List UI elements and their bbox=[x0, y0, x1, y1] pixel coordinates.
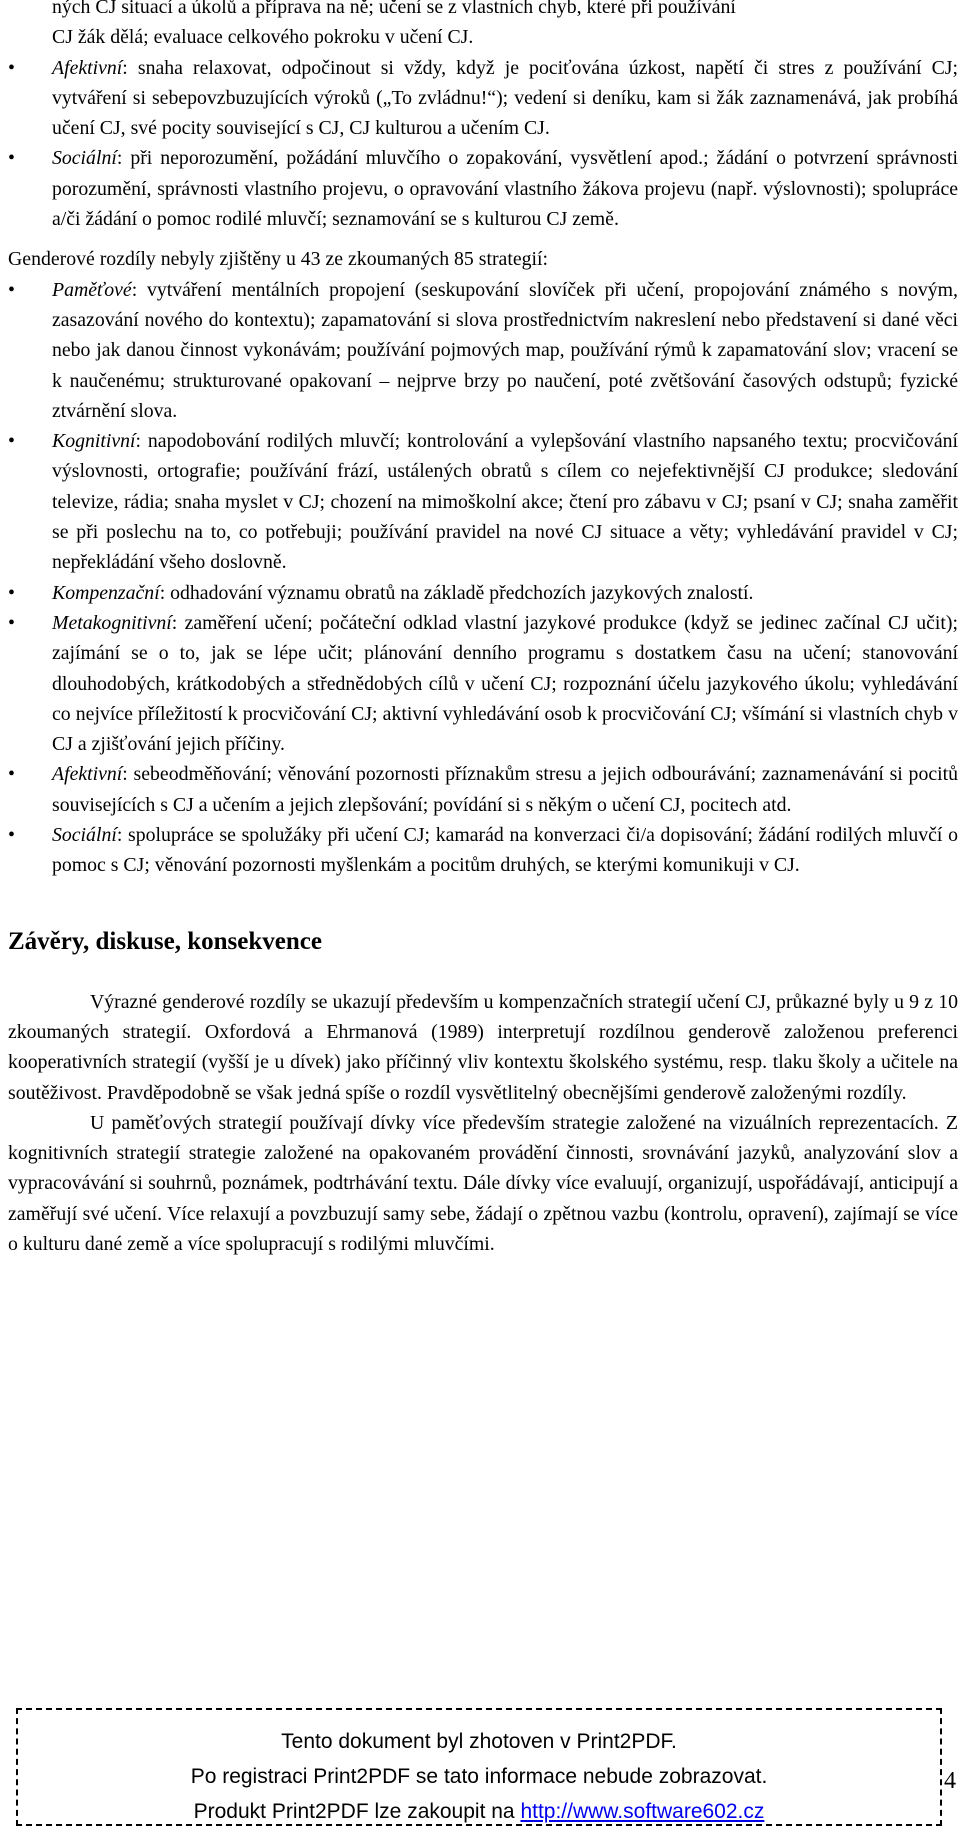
list-item-text: : spolupráce se spolužáky při učení CJ; kamarád na konverzaci či/a dopisování; žádání rodilých mluvčí o pomoc s CJ; věnování pozornosti myšlenkám a pocitům druhých, se kterými komunikuji v CJ. bbox=[52, 824, 958, 877]
list-item bbox=[8, 143, 958, 234]
list-item-text: : snaha relaxovat, odpočinout si vždy, když je pociťována úzkost, napětí či stres z používání CJ; vytváření si sebepovzbuzujících výroků („To zvládnu!“); vedení si deníku, kam si žák zaznamenává, jak probíhá učení CJ, své pocity související s CJ, CJ kulturou a učením CJ. bbox=[52, 56, 958, 140]
list-item bbox=[8, 578, 958, 608]
software602-link[interactable]: http://www.software602.cz bbox=[520, 1800, 765, 1823]
list-item-text: : vytváření mentálních propojení (seskupování slovíček při učení, propojování známého s novým, zasazování nového do kontextu); zapamatování si slova prostřednictvím nakreslení nebo představení si dané věci nebo jak danou činnost vykonávám; používání pojmových map, používání rýmů k zapamatování slov; vracení se k naučenému; strukturované opakovaní – nejprve brzy po naučení, poté zvětšování časových odstupů; fyzické ztvárnění slova. bbox=[52, 278, 958, 422]
list-item-text: : při neporozumění, požádání mluvčího o zopakování, vysvětlení apod.; žádání o potvrzení správnosti porozumění, správnosti vlastního projevu, o opravování vlastního žákova projevu (např. výslovnosti); spolupráce a/či žádání o pomoc rodilé mluvčí; seznamování se s kulturou CJ země. bbox=[52, 147, 958, 231]
category-label: Afektivní bbox=[52, 763, 123, 786]
category-label: Paměťové bbox=[52, 278, 132, 301]
page-number: 4 bbox=[944, 1768, 956, 1794]
bullet-icon: • bbox=[8, 824, 15, 847]
strategy-list-2 bbox=[8, 275, 958, 881]
category-label: Metakognitivní bbox=[52, 611, 172, 634]
bullet-icon: • bbox=[8, 147, 15, 170]
list-item bbox=[8, 426, 958, 577]
strategy-list-1 bbox=[8, 53, 958, 235]
list-item-text: : napodobování rodilých mluvčí; kontrolování a vylepšování vlastního napsaného textu; procvičování výslovnosti, ortografie; používání frází, ustálených obratů s cílem co nejefektivnější CJ produkce; sledování televize, rádia; snaha myslet v CJ; chození na mimoškolní akce; čtení pro zábavu v CJ; psaní v CJ; snaha zaměřit se při poslechu na to, co potřebuji; používání pravidel na nové CJ situace a věty; vyhledávání pravidel v CJ; nepřekládání všeho doslovně. bbox=[52, 430, 958, 574]
bullet-icon: • bbox=[8, 611, 15, 634]
category-label: Kompenzační bbox=[52, 581, 160, 604]
continuation-line-1: ných CJ situací a úkolů a příprava na ně; učení se z vlastních chyb, které při používání bbox=[52, 0, 736, 18]
continuation-line-2: CJ žák dělá; evaluace celkového pokroku v učení CJ. bbox=[52, 26, 474, 49]
category-label: Sociální bbox=[52, 147, 117, 170]
list-item-text: : sebeodměňování; věnování pozornosti příznakům stresu a jejich odbourávání; zaznamenávání si pocitů souvisejících s CJ a učením a jejich zlepšování; povídání si s někým o učení CJ, pocitech atd. bbox=[52, 763, 958, 816]
watermark-line-2: Po registraci Print2PDF se tato informace nebude zobrazovat. bbox=[190, 1765, 768, 1788]
intro-paragraph: Genderové rozdíly nebyly zjištěny u 43 ze zkoumaných 85 strategií: bbox=[8, 248, 548, 271]
bullet-icon: • bbox=[8, 430, 15, 453]
section-heading: Závěry, diskuse, konsekvence bbox=[8, 927, 322, 955]
continuation-text bbox=[8, 0, 958, 53]
list-item bbox=[8, 53, 958, 144]
bullet-icon: • bbox=[8, 56, 15, 79]
category-label: Sociální bbox=[52, 824, 117, 847]
body-paragraph: Výrazné genderové rozdíly se ukazují především u kompenzačních strategií učení CJ, průkazné byly u 9 z 10 zkoumaných strategií. Oxfordová a Ehrmanová (1989) interpretují rozdílnou genderově založenou preferenci kooperativních strategií (vyšší je u dívek) jako příčinný vliv kontextu školského systému, resp. tlaku školy a učitele na soutěživost. Pravděpodobně se však jedná spíše o rozdíl vysvětlitelný obecnějšími genderově založenými rozdíly. bbox=[8, 990, 958, 1104]
print2pdf-watermark bbox=[16, 1708, 942, 1826]
bullet-icon: • bbox=[8, 278, 15, 301]
watermark-line-3-prefix: Produkt Print2PDF lze zakoupit na bbox=[193, 1800, 521, 1823]
list-item bbox=[8, 759, 958, 820]
list-item bbox=[8, 275, 958, 426]
list-item bbox=[8, 820, 958, 881]
list-item-text: : zaměření učení; počáteční odklad vlastní jazykové produkce (když se jedinec začínal CJ učit); zajímání se o to, jak se lépe učit; plánování denního programu s dostatkem času na učení; stanovování dlouhodobých, krátkodobých a střednědobých cílů v učení CJ; rozpoznání účelu jazykového úkolu; vyhledávání co nejvíce příležitostí k procvičování CJ; aktivní vyhledávání osob k procvičování CJ; všímání si vlastních chyb v CJ a zjišťování jejich příčiny. bbox=[52, 611, 958, 756]
category-label: Afektivní bbox=[52, 56, 123, 79]
body-paragraph: U paměťových strategií používají dívky více především strategie založené na vizuálních reprezentacích. Z kognitivních strategií strategie založené na opakovaném provádění činnosti, srovnávání jazyků, analyzování slov a vypracovávání si souhrnů, poznámek, podtrhávání textu. Dále dívky více evaluují, organizují, uspořádávají, anticipují a zaměřují své učení. Více relaxují a povzbuzují samy sebe, žádají o zpětnou vazbu (kontrolu, opravení), zajímají se více o kulturu dané země a více spolupracují s rodilými mluvčími. bbox=[8, 1111, 958, 1255]
bullet-icon: • bbox=[8, 581, 15, 604]
list-item-text: : odhadování významu obratů na základě předchozích jazykových znalostí. bbox=[159, 581, 754, 604]
list-item bbox=[8, 608, 958, 759]
document-page bbox=[8, 0, 958, 1259]
watermark-line-1: Tento dokument byl zhotoven v Print2PDF. bbox=[281, 1730, 677, 1753]
watermark-line-3 bbox=[18, 1794, 940, 1829]
category-label: Kognitivní bbox=[52, 430, 136, 453]
bullet-icon: • bbox=[8, 763, 15, 786]
